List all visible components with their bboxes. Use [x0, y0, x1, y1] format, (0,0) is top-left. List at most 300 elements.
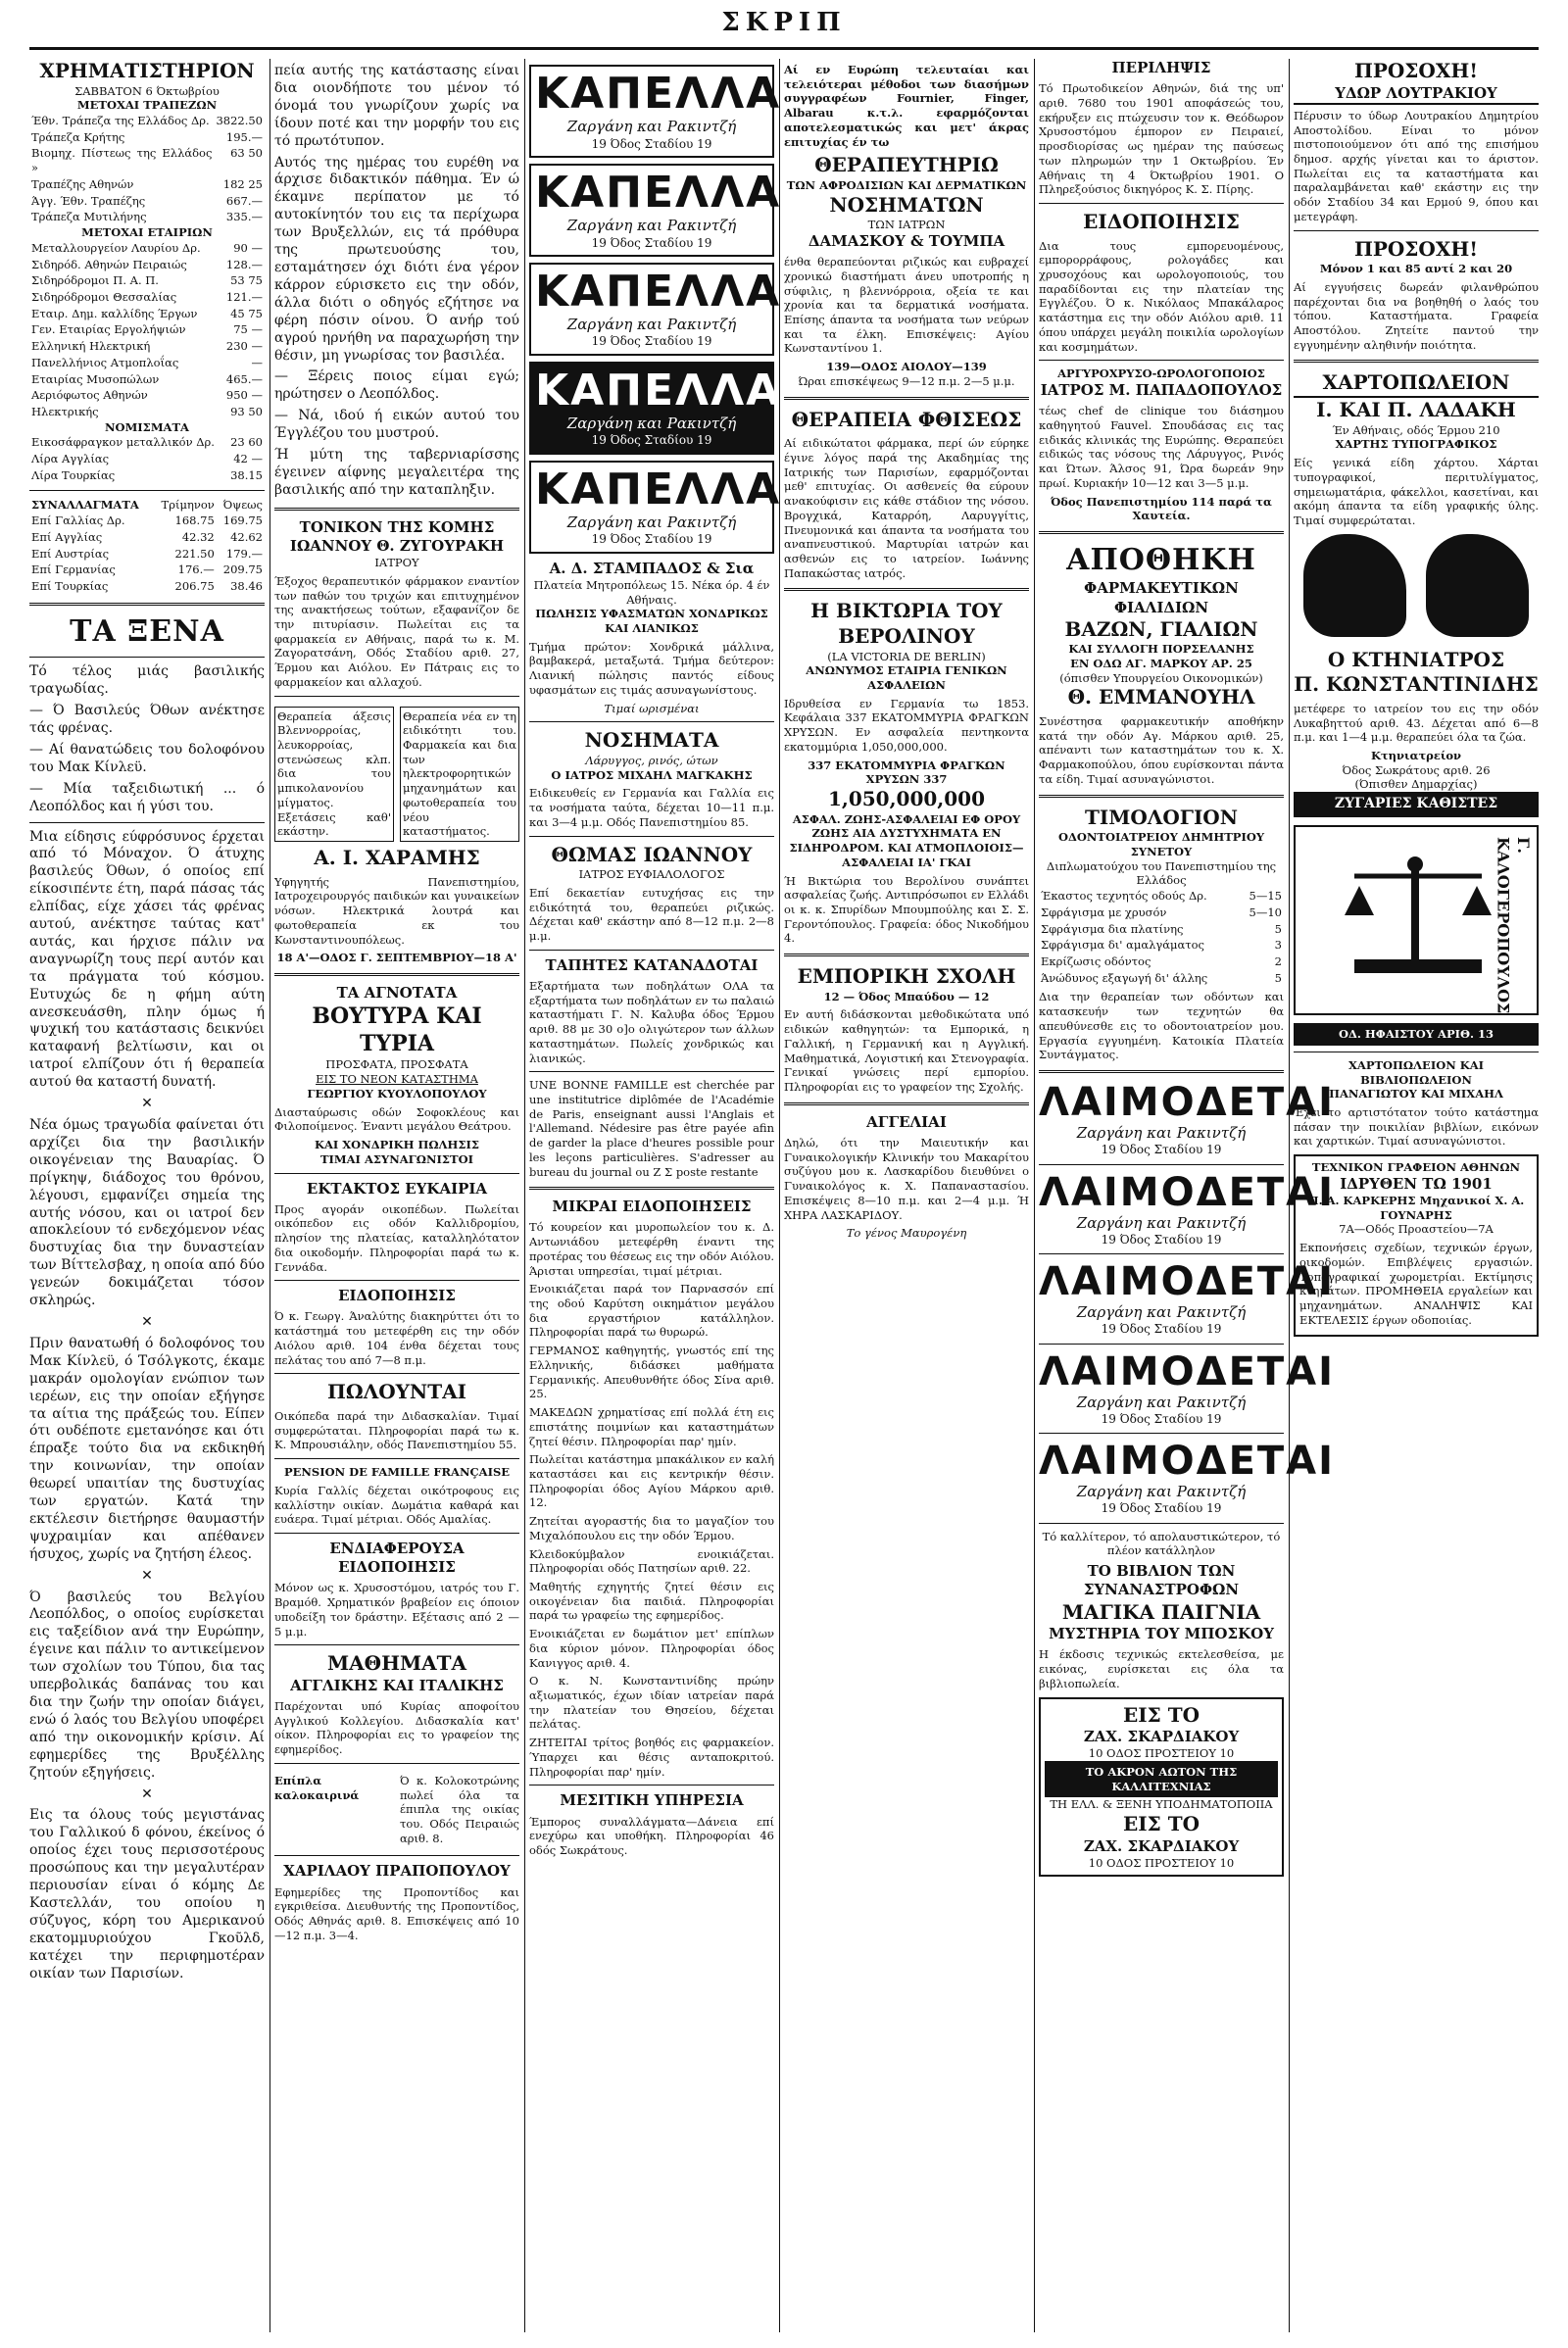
collar-title: ΛΑΙΜΟΔΕΤΑΙ — [1039, 1169, 1336, 1215]
coins-table — [29, 434, 265, 483]
tech-year: ΙΔΡΥΘΕΝ ΤΩ 1901 — [1340, 1174, 1493, 1193]
row-value: 63 50 — [230, 146, 263, 161]
column-divider — [1034, 59, 1035, 2332]
collar-title: ΛΑΙΜΟΔΕΤΑΙ — [1039, 1259, 1336, 1305]
clinic-names: ΔΑΜΑΣΚΟΥ & ΤΟΥΜΠΑ — [808, 231, 1005, 250]
ad-text: Μόνον ως κ. Χρυσοστόμου, ιατρός του Γ. Βραμόθ. Χρηματικόν βραβείον εις όποιον υποδείξη τον δράστην. Εξέτασις από 2 — 5 μ.μ. — [274, 1581, 519, 1639]
row-value: 221.50 — [174, 546, 215, 561]
collar-sub: Ζαργάνη και Ρακιντζή — [1076, 1393, 1247, 1411]
collar-address: 19 Όδος Σταδίου 19 — [1101, 1322, 1222, 1337]
bank-row — [29, 193, 265, 210]
companies-title: ΜΕΤΟΧΑΙ ΕΤΑΙΡΙΩΝ — [81, 225, 213, 240]
ad-text: ΤΙΜΑΙ ΑΣΥΝΑΓΩΝΙΣΤΟΙ — [319, 1151, 474, 1166]
double-ad — [274, 703, 519, 846]
shoe-name: ΖΑΧ. ΣΚΑΡΔΙΑΚΟΥ — [1083, 1728, 1240, 1746]
news-item: Ζητείται αγοραστής δια το μαγαζίον του Μιχαλόπουλου εις την οδόν Έρμου. — [529, 1514, 774, 1542]
insurance-heading: ΑΝΩΝΥΜΟΣ ΕΤΑΙΡΙΑ ΓΕΝΙΚΩΝ ΑΣΦΑΛΕΙΩΝ — [806, 663, 1007, 692]
insurance-branches: ΑΣΦΑΛ. ΖΩΗΣ-ΑΣΦΑΛΕΙΑΙ ΕΦ ΟΡΟΥ ΖΩΗΣ ΑΙΑ ΔΥΣΤΥΧΗΜΑΤΑ ΕΝ ΣΙΔΗΡΟΔΡΟΜ. ΚΑΙ ΑΤΜΟΠΛΟΙΟΙΣ—ΑΣΦΑΛΕΙΑΙ ΙΑ' ΓΚΑΙ — [789, 811, 1024, 869]
news-item: Ο κ. Ν. Κωνσταντινίδης πρώην αξιωματικός, έχων ιδίαν ιατρείαν παρά την πλατείαν του Θησείου, δέχεται πελάτας. — [529, 1674, 774, 1732]
article-paragraph: Ή μύτη της ταβερνιαρίσσης έγεινεν αίφνης μεγαλειτέρα της βασιλικής από την καταπληξιν. — [274, 447, 519, 498]
row-value: 206.75 — [174, 579, 215, 594]
notice-text: Τό Πρωτοδικείον Αθηνών, διά της υπ' αριθ. 7680 του 1901 αποφάσεώς του, εκήρυξεν εις πτώχευσιν τον κ. Θεόδωρον Χρυσοστόμου έμπορον εν Πειραιεί, προσδιορίσας ως ημέραν της παύσεως των πληρωμών την 1 Οκτωβρίου. Έν Αθήναις τη 4 Όκτωβρίου 1901. Ο Πληρεξούσιος δικηγόρος Κ. Σ. Πίρης. — [1039, 81, 1284, 197]
collar-address: 19 Όδος Σταδίου 19 — [1101, 1143, 1222, 1157]
news-item: ΖΗΤΕΙΤΑΙ τρίτος βοηθός εις φαρμακείον. Ύπαρχει και θέσις ανταποκριτού. Πληροφορίαι παρ' ημίν. — [529, 1736, 774, 1779]
ad-store: ΕΙΣ ΤΟ ΝΕΟΝ ΚΑΤΑΣΤΗΜΑ — [316, 1072, 478, 1087]
shop-heading: ΠΑΝΑΓΙΩΤΟΥ ΚΑΙ ΜΙΧΑΗΛ — [1329, 1087, 1503, 1101]
scale-ad — [1294, 825, 1539, 1015]
collar-title: ΛΑΙΜΟΔΕΤΑΙ — [1039, 1080, 1336, 1126]
row-label: Σιδηρόδρομοι Π. Α. Π. — [31, 273, 159, 288]
exchange-header: Τρίμηνον — [161, 497, 215, 512]
book-text: Τό καλλίτερον, τό απολαυστικώτερον, τό πλέον κατάλληλον — [1042, 1529, 1281, 1558]
companies-table — [29, 240, 265, 420]
news-item: Πωλείται κατάστημα μπακάλικον εν καλή καταστάσει και εις κεντρικήν θέσιν. Πληροφορίαι όδος Αγίου Μάρκου αριθ. 12. — [529, 1452, 774, 1510]
ad-name: ΧΑΡΙΛΑΟΥ ΠΡΑΠΟΠΟΥΛΟΥ — [283, 1862, 511, 1881]
row-label: Σφράγισμα με χρυσόν — [1041, 905, 1167, 919]
row-label: Επί Αγγλίας — [31, 530, 103, 544]
clinic-doctor: Ο ΙΑΤΡΟΣ ΜΙΧΑΗΛ ΜΑΓΚΑΚΗΣ — [551, 767, 753, 782]
ad-text: Υφηγητής Πανεπιστημίου, Ιατροχειρουργός παιδικών και γυναικείων νόσων. Ηλεκτρικά λουτρά και φωτοθεραπεία εκ του Κωνσταντινουπόλεως. — [274, 874, 519, 947]
row-label: Άγγ. Έθν. Τραπέζης — [31, 193, 146, 208]
clinic-heading: ΝΟΣΗΜΑΤΩΝ — [829, 192, 984, 217]
therapy-title: ΘΕΡΑΠΕΙΑ ΦΘΙΣΕΩΣ — [791, 407, 1022, 431]
row-label: Ηλεκτρικής — [31, 404, 99, 418]
ad-title: ΠΩΛΟΥΝΤΑΙ — [327, 1380, 466, 1404]
company-row — [29, 404, 265, 420]
coin-row — [29, 467, 265, 484]
row-label: Βιομηχ. Πίστεως της Ελλάδος » — [31, 146, 213, 175]
price-row — [1039, 888, 1284, 905]
ad-address: 18 Α'—ΟΔΟΣ Γ. ΣΕΠΤΕΜΒΡΙΟΥ—18 Α' — [276, 951, 517, 965]
exchange-row — [29, 546, 265, 563]
ad-title: ΕΚΤΑΚΤΟΣ ΕΥΚΑΙΡΙΑ — [306, 1179, 488, 1198]
news-item: ΜΑΚΕΔΩΝ χρηματίσας επί πολλά έτη εις επιστάτης ποιμνίων και καταστημάτων ζητεί θέσιν. Πληροφορίαι παρ' ημίν. — [529, 1405, 774, 1448]
collar-address: 19 Όδος Σταδίου 19 — [1101, 1501, 1222, 1516]
company-row — [29, 289, 265, 306]
row-value: 38.15 — [230, 467, 263, 482]
collar-title: ΛΑΙΜΟΔΕΤΑΙ — [1039, 1348, 1336, 1394]
vet-text: μετέφερε το ιατρείον του εις την οδόν Λυκαβηττού αριθ. 43. Δέχεται από 6—8 π.μ. και 1—4 μ.μ. θεραπεύει όλα τα ζώα. — [1294, 701, 1539, 745]
masthead: ΣΚΡΙΠ — [721, 8, 847, 37]
column-divider — [524, 59, 525, 2332]
double-ad — [274, 1770, 519, 1850]
notice-title: ΑΓΓΕΛΙΑΙ — [866, 1112, 947, 1131]
ad-text: Εφημερίδες της Προποντίδος και εγκριθείσα. Διευθυντής της Προποντίδος, Οδός Αθηνάς αριθ. 8. Επισκέψεις από 10—12 π.μ. 3—4. — [274, 1884, 519, 1942]
column-4 — [784, 59, 1029, 2332]
row-label: Λίρα Αγγλίας — [31, 452, 110, 466]
row-value: 42.32 — [181, 530, 215, 544]
shoe-slogan: ΤΟ ΑΚΡΟΝ ΑΩΤΟΝ ΤΗΣ ΚΑΛΛΙΤΕΧΝΙΑΣ — [1045, 1761, 1278, 1797]
store-price: Τιμαί ωρισμέναι — [604, 701, 700, 715]
collar-sub: Ζαργάνη και Ρακιντζή — [1076, 1303, 1247, 1322]
kapella-sub: Ζαργάνη και Ρακιντζή — [566, 514, 737, 532]
ad-owner: ΓΕΩΡΓΙΟΥ ΚΥΟΥΛΟΠΟΥΛΟΥ — [307, 1086, 487, 1101]
ad-text: ΚΑΙ ΧΟΝΔΡΙΚΗ ΠΩΛΗΣΙΣ — [314, 1138, 480, 1152]
market-title: ΧΡΗΜΑΤΙΣΤΗΡΙΟΝ — [39, 59, 255, 82]
company-row — [29, 240, 265, 257]
ad-sub: ΑΓΓΛΙΚΗΣ ΚΑΙ ΙΤΑΛΙΚΗΣ — [290, 1676, 504, 1694]
company-row — [29, 257, 265, 273]
price-heading: ΟΔΟΝΤΟΙΑΤΡΕΙΟΥ ΔΗΜΗΤΡΙΟΥ ΣΥΝΕΤΟΥ — [1057, 830, 1265, 858]
summary-item: — Μία ταξειδιωτική ... ό Λεοπόλδος και ή γύσι του. — [29, 780, 265, 814]
article-paragraph: Ό βασιλεύς του Βελγίου Λεοπόλδος, ο οποίος ευρίσκεται εις ταξείδιον ανά την Ευρώπην, έγεινε και πάλιν το αντικείμενον των σχολίων του Τύπου, δια τας υπερβολικάς δαπάνας του και δια την ζωήν την οποίαν διάγει, ενώ ό λαός του Βελγίου υποφέρει από την οικονομικήν κρίσιν. Αί εφημερίδες της Βρυξέλλης ζητούν εξηγήσεις. — [29, 1589, 265, 1781]
row-value: 176.— — [177, 563, 215, 577]
row-value: 90 — — [233, 240, 263, 255]
kapella-title: ΚΑΠΕΛΛΑ — [535, 167, 782, 218]
exchange-title: ΣΥΝΑΛΛΑΓΜΑΤΑ — [31, 497, 139, 512]
ad-text: Ό κ. Κολοκοτρώνης πωλεί όλα τα έπιπλα της οικίας του. Οδός Πειραιώς αριθ. 8. — [400, 1773, 519, 1845]
vet-note: (Όπισθεν Δημαρχίας) — [1354, 777, 1478, 792]
row-value: 168.75 — [174, 514, 215, 528]
collar-address: 19 Όδος Σταδίου 19 — [1101, 1411, 1222, 1426]
shoe-ad — [1039, 1697, 1284, 1877]
price-row — [1039, 921, 1284, 938]
row-label: Λίρα Τουρκίας — [31, 467, 116, 482]
doctor-name: ΙΑΤΡΟΣ Μ. ΠΑΠΑΔΟΠΟΥΛΟΣ — [1040, 381, 1283, 399]
price-row — [1039, 954, 1284, 970]
row-value: 128.— — [225, 257, 263, 271]
collar-sub: Ζαργάνη και Ρακιντζή — [1076, 1213, 1247, 1232]
row-value: — — [251, 355, 263, 369]
kapella-title: ΚΑΠΕΛΛΑ — [535, 69, 782, 119]
book-heading: ΜΑΓΙΚΑ ΠΑΙΓΝΙΑ — [1061, 1599, 1261, 1624]
news-item: Ενοικιάζεται παρά τον Παρνασσόν επί της οδού Καρύτση οικημάτιον μεγάλου δια εργαστήριον κατάλληλον. Πληροφορίαι παρά τω θυρωρώ. — [529, 1282, 774, 1340]
store-title: Α. Δ. ΣΤΑΜΠΑΔΟΣ & Σια — [549, 559, 755, 577]
masthead-rule — [29, 47, 1539, 50]
vet-sub: Κτηνιατρείον — [1370, 749, 1462, 762]
article-paragraph: πεία αυτής της κατάστασης είναι δια οιονδήποτε του μένον τό όνομά του γνωρίζουν χωρίς να ίδουν ποτέ και την μορφήν του εις τό πρωτότυπον. — [274, 63, 519, 149]
ad-text: Προς αγοράν οικοπέδων. Πωλείται οικόπεδον εις οδόν Καλλιδρομίου, πλησίον της πλατείας, καταλληλότατον δια οικοδομήν. Πληροφορίαι παρά τω κ. Γεννάδα. — [274, 1201, 519, 1274]
notice-end: Το γένος Μαυρογένη — [846, 1226, 967, 1241]
kapella-address: 19 Όδος Σταδίου 19 — [591, 334, 712, 349]
ad-text: Πέρυσιν το ύδωρ Λουτρακίου Δημητρίου Αποστολίδου. Είναι το μόνον πιστοποιούμενον ότι από της επισήμου δημοσ. αρχής γίνεται και το άριστον. Πωλείται εις τα καταστήματα και παραλαμβάνεται καθ' εκάστην εις την οδόν Σταδίου 34 και Ερμού 9, όπου και μετεγράφη. — [1294, 108, 1539, 223]
row-label: Επί Τουρκίας — [31, 579, 109, 594]
paper-address: Έν Αθήναις, οδός Έρμου 210 — [1332, 422, 1500, 437]
row-value: 335.— — [225, 210, 263, 224]
insurance-text: Ή Βικτώρια του Βερολίνου συνάπτει ασφαλείας ζωής. Αντιπρόσωποι εν Ελλάδι οι κ. κ. Σπυρίδων Μπουμπούλης και Σ. Σ. Γεροντόπουλος. Γραφεία: όδος Νικοδήμου 4. — [784, 873, 1029, 946]
kapella-address: 19 Όδος Σταδίου 19 — [591, 136, 712, 151]
row-value: 179.— — [225, 546, 263, 561]
row-label: Εκρίζωσις οδόντος — [1041, 954, 1152, 968]
row-label: Έθν. Τράπεζα της Ελλάδος Δρ. — [31, 114, 210, 128]
company-row — [29, 338, 265, 355]
news-item: Τό κουρείον και μυροπωλείον του κ. Δ. Αντωνιάδου μετεφέρθη έναντι της προτέρας του θέσεως εις την οδόν Αιόλου. Άρισται υπηρεσίαι, τιμαί μέτριαι. — [529, 1220, 774, 1278]
ad-text: Παρέχονται υπό Κυρίας αποφοίτου Αγγλικού Κολλεγίου. Διδασκαλία κατ' οίκον. Πληροφορίαι εις το γραφείον της εφημερίδος. — [274, 1699, 519, 1757]
company-row — [29, 371, 265, 388]
column-5 — [1039, 59, 1336, 2332]
warehouse-heading: ΚΑΙ ΣΥΛΛΟΓΗ ΠΟΡΣΕΛΑΝΗΣ — [1068, 642, 1254, 657]
ad-text: Ό κ. Γεωργ. Άναλύτης διακηρύττει ότι το κατάστημά του μετεφέρθη εις την οδόν Αιόλου αριθ. 104 ένθα δέχεται τους πελάτας του από 7—8 π.μ. — [274, 1309, 519, 1367]
row-value: 2 — [1274, 954, 1282, 968]
school-text: Εν αυτή διδάσκονται μεθοδικώτατα υπό ειδικών καθηγητών: τα Εμπορικά, η Γαλλική, η Γερμανική και η Αγγλική. Μαθηματικά, Λογιστική και Στενογραφία. Γενικαί γνώσεις περί εμπορίου. Πληροφορίαι εις το γραφείον της Σχολής. — [784, 1007, 1029, 1094]
insurance-big: 337 ΕΚΑΤΟΜΜΥΡΙΑ ΦΡΑΓΚΩΝ ΧΡΥΣΩΝ 337 — [808, 758, 1005, 787]
ad-sub: ΥΔΩΡ ΛΟΥΤΡΑΚΙΟΥ — [1294, 84, 1539, 105]
article-paragraph: Μια είδησις εύφρόσυνος έρχεται από τό Μόναχον. Ό άτυχης βασιλεύς Όθων, ό οποίος επί είκοσιπέντε έτη, παρά πάσας τάς ελπίδας, είχε χάσει τάς φρένας αυτού, ανέκτησε ταύτας κατ' αυτάς, και ήρχισε πάλιν να αναγνωρίζη τους περί αυτόν και τα πράγματα τού κόσμου. Ευτυχώς δε η φήμη αύτη ανεσκευάσθη, πλην όμως ή ψυχική του κατάστασις δεικνύει καταφανή βελτίωσιν, και οι ιατροί ελπίζουν ότι ή θεραπεία αυτού θα καταστή δυνατή. — [29, 828, 265, 1091]
news-item: Κλειδοκύμβαλον ενοικιάζεται. Πληροφορίαι οδός Πατησίων αριθ. 22. — [529, 1546, 774, 1576]
shoe-title: ΕΙΣ ΤΟ — [1122, 1812, 1200, 1836]
row-value: 5—10 — [1249, 905, 1282, 919]
shop-title: ΧΑΡΤΟΠΩΛΕΙΟΝ ΚΑΙ ΒΙΒΛΙΟΠΩΛΕΙΟΝ — [1348, 1057, 1485, 1087]
row-label: Επί Αυστρίας — [31, 546, 110, 561]
kapella-title: ΚΑΠΕΛΛΑ — [535, 464, 782, 514]
bank-row — [29, 113, 265, 129]
book-text: Η έκδοσις τεχνικώς εκτελεσθείσα, με εικόνας, ευρίσκεται εις όλα τα βιβλιοπωλεία. — [1039, 1647, 1284, 1690]
ad-text: Εξαρτήματα των ποδηλάτων ΟΛΑ τα εξαρτήματα των ποδηλάτων εν τω παλαιώ καταστήματι Γ. Ν. Καλυβα όδος Έρμου αριθ. 88 με 30 ο]ο ολιγώτερον των άλλων καταστημάτων. Πωλείς χονδρικώς και λιανικώς. — [529, 978, 774, 1065]
news-item: ΓΕΡΜΑΝΟΣ καθηγητής, γνωστός επί της Ελληνικής, διδάσκει μαθήματα Γερμανικής. Απευθυνθήτε όδος Σίνα αριθ. 25. — [529, 1344, 774, 1401]
row-label: Έκαστος τεχνητός οδούς Δρ. — [1041, 889, 1207, 904]
ad-text: Θεραπεία νέα εν τη ειδικότητι του. Φαρμακεία και δια των ηλεκτροφορητικών μηχανημάτων και φωτοθεραπεία του νέου καταστήματος. — [400, 707, 519, 842]
news-item: Μαθητής εχηγητής ζητεί θέσιν εις οικογένειαν δια παιδιά. Πληροφορίαι παρά τω γραφείω της εφημερίδος. — [529, 1579, 774, 1623]
row-value: 45 75 — [230, 306, 263, 320]
ad-title: ΕΙΔΟΠΟΙΗΣΙΣ — [338, 1287, 456, 1305]
tech-office-ad — [1294, 1154, 1539, 1337]
row-value: 75 — — [233, 322, 263, 337]
ad-text: Διασταύρωσις οδών Σοφοκλέους και Φιλοποίμενος. Έναντι μεγάλου Θεάτρου. — [274, 1104, 519, 1134]
insurance-text: Ιδρυθείσα εν Γερμανία τω 1853. Κεφάλαια 337 ΕΚΑΤΟΜΜΥΡΙΑ ΦΡΑΓΚΩΝ ΧΡΥΣΩΝ. Εν ασφαλεία πεντηκοντα εκατομμύρια 1,050,000,000. — [784, 696, 1029, 754]
price-row — [1039, 905, 1284, 921]
clinic-text: Ειδικευθείς εν Γερμανία και Γαλλία εις τα νοσήματα ταύτα, δέχεται 10—11 π.μ. και 3—4 μ.μ. Οδός Πανεπιστημίου 85. — [529, 786, 774, 829]
vet-address: Όδος Σωκράτους αριθ. 26 — [1342, 762, 1491, 777]
shoe-title: ΕΙΣ ΤΟ — [1122, 1702, 1200, 1727]
ad-title: ΤΑΠΗΤΕΣ ΚΑΤΑΝΑΔΟΤΑΙ — [545, 955, 759, 974]
news-title: ΜΙΚΡΑΙ ΕΙΔΟΠΟΙΗΣΕΙΣ — [552, 1198, 752, 1216]
kapella-title: ΚΑΠΕΛΛΑ — [535, 266, 782, 317]
doctor-sub: ΙΑΤΡΟΣ ΕΥΦΙΑΛΟΛΟΓΟΣ — [578, 867, 725, 882]
ad-text: Οικόπεδα παρά την Διδασκαλίαν. Τιμαί συμφερώταται. Πληροφορίαι παρά τω κ. Κ. Μπρουσιάλην, οδός Πανεπιστημίου 55. — [274, 1408, 519, 1452]
row-label: Σφράγισμα δι' αμαλγάματος — [1041, 938, 1204, 953]
row-value: 3 — [1274, 938, 1282, 953]
row-label: Εικοσάφραγκον μεταλλικόν Δρ. — [31, 435, 215, 450]
ad-text: Επίπλα καλοκαιρινά — [274, 1773, 360, 1802]
price-sub: Διπλωματούχου του Πανεπιστημίου της Ελλάδος — [1046, 858, 1277, 888]
row-value: 950 — — [225, 388, 263, 403]
company-row — [29, 321, 265, 338]
row-label: Τράπεζα Κρήτης — [31, 129, 125, 144]
book-title: ΤΟ ΒΙΒΛΙΟΝ ΤΩΝ ΣΥΝΑΝΑΣΤΡΟΦΩΝ — [1083, 1562, 1240, 1599]
company-row — [29, 306, 265, 322]
store-address: Πλατεία Μητροπόλεως 15. Νέκα όρ. 4 έν Αθήναις. — [533, 577, 770, 607]
tech-names: Π. Α. ΚΑΡΚΕΡΗΣ Μηχανικοί Χ. Α. ΓΟΥΝΑΡΗΣ — [1307, 1194, 1525, 1222]
tech-address: 7Α—Οδός Προαστείου—7Α — [1339, 1222, 1494, 1237]
row-label: Επί Γαλλίας Δρ. — [31, 514, 125, 528]
ad-text: Κυρία Γαλλίς δέχεται οικότροφους εις καλλίστην οικίαν. Δωμάτια καθαρά και ευάερα. Τιμαί μέτριαι. Οδός Αμαλίας. — [274, 1483, 519, 1527]
summary-item: — Ό Βασιλεύς Όθων ανέκτησε τάς φρένας. — [29, 703, 265, 736]
company-row — [29, 387, 265, 404]
column-1: ΧΡΗΜΑΤΙΣΤΗΡΙΟΝ ΣΑΒΒΑΤΟΝ 6 Όκτωβρίου ΜΕΤΟΧΑΙ ΤΡΑΠΕΖΩΝ Έθν. Τράπεζα της Ελλάδος Δρ. 3822.50 Τράπεζα Κρήτης 195.— Βιομηχ. Πίστεως της Ελλάδος » 63 50 Τραπέζης Αθηνών 182 25 Άγγ. Έθν. Τραπέζης 667.— Τράπεζα Μυτιλήνης 335.— ΜΕΤΟΧΑΙ ΕΤΑΙΡΙΩΝ Μεταλλουργείον Λαυρίου Δρ. 90 — Σιδηρόδ. Αθηνών Πειραιώς 128.— Σιδηρόδρομοι Π. Α. Π. 53 75 Σιδηρόδρομοι Θεσσαλίας 121.— Εταιρ. Δημ. καλλίδης Έργων 45 75 Γεν. Εταιρίας Εργολήψιών 75 — Ελληνική Ηλεκτρική 230 — Πανελλήνιος Ατμοπλοΐας — Εταιρίας Μυσοπώλων 465.— Αεριόφωτος Αθηνών 950 — Ηλεκτρικής 93 50 ΝΟΜΙΣΜΑΤΑ Εικοσάφραγκον μεταλλικόν Δρ. 23 60 Λίρα Αγγλίας 42 — Λίρα Τουρκίας 38.15 ΣΥΝΑΛΛΑΓΜΑΤΑ Τρίμηνον Όψεως Επί Γαλλίας Δρ. 168.75 169.75 Επί Αγγλίας 42.32 42.62 Επί Αυστρίας 221.50 179.— Επί Γερμανίας 176.— 209.75 Επί Τουρκίας 206.75 38.46 ΤΑ ΞΕΝΑ Τό τέλος μιάς βασιλικής τραγωδίας. — Ό Βασιλεύς Όθων ανέκτησε τάς φρένας. — Αί θανατώδεις του δολοφόνου του Μακ Κίνλεϋ. — Μία ταξειδιωτική ... ό Λεοπόλδος και ή γύσι του. Μια είδησις εύφρόσυνος έρχεται από τό Μόναχον. Ό άτυχης βασιλεύς Όθων, ό οποίος επί είκοσιπέντε έτη, παρά πάσας τάς ελπίδας, είχε χάσει τάς φρένας αυτού, ανέκτησε ταύτας κατ' αυτάς, και ήρχισε πάλιν να αναγνωρίζη τους περί αυτόν και τα πράγματα τού κόσμου. Ευτυχώς δε η φήμη αύτη ανεσκευάσθη, πλην όμως ή ψυχική του κατάστασις δεικνύει καταφανή βελτίωσιν, και οι ιατροί ελπίζουν ότι ή θεραπεία αυτού θα καταστή δυνατή. ✕ Νέα όμως τραγωδία φαίνεται ότι αρχίζει δια την βασιλικήν οικογένειαν της Βαυαρίας. Ό πρίγκηψ, διάδοχος του θρόνου, λέγουσι, εμφανίζει σημεία της αυτής νόσου, και οι ιατροί δεν αποκλείουν τό ενδεχόμενον νέας δυστυχίας δια την δυναστείαν των Βίττελσβαχ, η οποία από δύο γενεών δοκιμάζεται τόσον σκληρώς. ✕ Πριν θανατωθή ό δολοφόνος του Μακ Κίνλεϋ, ό Τσόλγκοτς, έκαμε μακράν ομολογίαν ενώπιον των ιερέων, εις την οποίαν εξήγησε τα αίτια της πράξεώς του. Είπεν ότι ουδέποτε εμετανόησε και ότι έπραξε τούτο δια να εκδικηθή την κοινωνίαν, την οποίαν θεωρεί υπαιτίαν της δυστυχίας των εργατών. Κατά την εκτέλεσιν διετήρησε θαυμαστήν ψυχραιμίαν και απέθανεν ήσυχος, χωρίς να ζητήση έλεος. ✕ Ό βασιλεύς του Βελγίου Λεοπόλδος, ο οποίος ευρίσκεται εις ταξείδιον ανά την Ευρώπην, έγεινε και πάλιν το αντικείμενον των σχολίων του Τύπου, δια τας υπερβολικάς δαπάνας του και δια την ζωήν την οποίαν διάγει, ενώ ό λαός του Βελγίου υποφέρει από την οικονομικήν κρίσιν. Αί εφημερίδες της Βρυξέλλης ζητούν εξηγήσεις. ✕ Εις τα όλους τούς μεγιστάνας του Γαλλικού δ φόνου, έκείνος ό οποίος έχει τους περισσοτέρους προσώπους και την μεγαλυτέραν περιουσίαν είναι ό κόμης Δε Καστελλάν, του οποίου η σύζυγος, κόρη του Αμερικανού εκατομμυριούχου Γκοῦλδ, κατέχει την περιφημοτέραν οικίαν των Παρισίων. — [29, 59, 265, 1981]
price-table — [1039, 888, 1284, 986]
scale-maker: Γ. ΚΑΛΟΓΕΡΟΠΟΥΛΟΣ — [1494, 837, 1533, 1014]
ad-title: ΕΝΔΙΑΦΕΡΟΥΣΑ ΕΙΔΟΠΟΙΗΣΙΣ — [329, 1539, 465, 1577]
row-value: 42.62 — [230, 530, 263, 544]
shoe-slogan: ΤΗ ΕΛΛ. & ΞΕΝΗ ΥΠΟΔΗΜΑΤΟΠΟΙΙΑ — [1050, 1797, 1273, 1812]
warehouse-address: (όπισθεν Υπουργείου Οικονομικών) — [1059, 670, 1263, 685]
row-value: 230 — — [225, 339, 263, 354]
row-value: 3822.50 — [216, 114, 263, 128]
ad-title: ΤΟΝΙΚΟΝ ΤΗΣ ΚΟΜΗΣ — [299, 517, 495, 536]
store-text: Τμήμα πρώτον: Χονδρικά μάλλινα, βαμβακερά, μεταξωτά. Τμήμα δεύτερον: Λιανική πώλησις παντός είδους υφασμάτων εις τιμάς ασυναγωνίστους. — [529, 639, 774, 697]
row-label: Σιδηρόδρομοι Θεσσαλίας — [31, 289, 177, 304]
doctor-text: Επί δεκαετίαν ευτυχήσας εις την ειδικότητά του, θεραπεύει ριζικώς. Δέχεται καθ' εκάστην από 8—12 π.μ. 2—8 μ.μ. — [529, 885, 774, 943]
exchange-row — [29, 529, 265, 546]
column-2 — [274, 59, 519, 2332]
insurance-big: 1,050,000,000 — [827, 787, 986, 811]
collar-address: 19 Όδος Σταδίου 19 — [1101, 1232, 1222, 1247]
collar-title: ΛΑΙΜΟΔΕΤΑΙ — [1039, 1439, 1336, 1485]
price-title: ΤΙΜΟΛΟΓΙΟΝ — [1085, 805, 1238, 829]
row-label: Πανελλήνιος Ατμοπλοΐας — [31, 355, 179, 369]
collar-sub: Ζαργάνη και Ρακιντζή — [1076, 1124, 1247, 1143]
warehouse-owner: Θ. ΕΜΜΑΝΟΥΗΛ — [1067, 685, 1255, 709]
coin-row — [29, 434, 265, 451]
notice-text: Δια τους εμπορευομένους, εμπορορράφους, ρολογάδες και χρυσοχόους και ωρολογοποιούς, του παραδίδονται εις την πλατείαν της Εγγλέζου. Ό κ. Νικόλαος Μπακάλαρος κατάστημα εις την οδόν Αιόλου αριθ. 11 όπου υπάρχει μεγάλη ποικιλία ωρολογίων και κοσμημάτων. — [1039, 238, 1284, 354]
warehouse-text: Συνέστησα φαρμακευτικήν αποθήκην κατά την οδόν Αγ. Μάρκου αριθ. 25, απέναντι των καταστημάτων του κ. Χ. Φαρμακοπούλου, όπου ευρίσκονται πάντα τα είδη. Τιμαί ασυναγώνιστοι. — [1039, 714, 1284, 786]
clinic-text: ένθα θεραπεύονται ριζικώς και ευβραχεί χρονικώ διαστήματι άνευ υποτροπής η σύφιλις, η βλεννόρροια, οξεία τε και χρονία και τα δερματικά νοσήματα. Επίσης άπαντα τα νοσήματα των νεύρων και τα έλκη. Επισκέψεις: Αγίου Κωνσταντίνου 1. — [784, 255, 1029, 356]
row-value: 121.— — [225, 289, 263, 304]
collar-sub: Ζαργάνη και Ρακιντζή — [1076, 1483, 1247, 1501]
job-title: ΜΕΣΙΤΙΚΗ ΥΠΗΡΕΣΙΑ — [560, 1791, 744, 1810]
column-3 — [529, 59, 782, 2332]
notice-title: ΕΙΔΟΠΟΙΗΣΙΣ — [1083, 209, 1240, 233]
row-label: Μεταλλουργείον Λαυρίου Δρ. — [31, 240, 201, 255]
store-heading: ΠΩΛΗΣΙΣ ΥΦΑΣΜΑΤΩΝ ΧΟΝΔΡΙΚΩΣ ΚΑΙ ΛΙΑΝΙΚΩΣ — [535, 607, 768, 636]
paper-heading: ΧΑΡΤΗΣ ΤΥΠΟΓΡΑΦΙΚΟΣ — [1335, 437, 1497, 452]
clinic-intro: Αί εν Ευρώπη τελευταίαι και τελειότεραι μέθοδοι των διασήμων συγγραφέων Fournier, Finger, Albarau κ.τ.λ. εφαρμόζονται αποτελεσματικώς και μετ' άκρας επιτυχίας έν τω — [784, 63, 1029, 149]
kapella-sub: Ζαργάνη και Ρακιντζή — [566, 217, 737, 235]
news-item: Ενοικιάζεται εν δωμάτιον μετ' επίπλων δια κύριον μόνον. Πληροφορίαι όδος Κανιγγος αριθ. 4. — [529, 1627, 774, 1670]
doctor-address: Όδος Πανεπιστημίου 114 παρά τα Χαυτεία. — [1051, 494, 1272, 523]
article-paragraph: — Ξέρεις ποιος είμαι εγώ; ηρώτησεν ο Λεοπόλδος. — [274, 368, 519, 403]
scales-icon — [1335, 847, 1501, 984]
doctor-text: τέως chef de clinique του διάσημου καθηγητού Fauvel. Σπουδάσας εις τας ειδικάς κλινικάς της Ευρώπης. Θεραπεύει ειδικώς τας νόσους της Λάρυγγος, Ρινός και Ώτων. Άλσος 91, Ώρα δωρεάν 9ην πρωί. Κυριακήν 10—12 και 3—5 μ.μ. — [1039, 404, 1284, 490]
clinic-hours: Ώραι επισκέψεως 9—12 π.μ. 2—5 μ.μ. — [798, 373, 1015, 388]
row-value: 38.46 — [230, 579, 263, 594]
warehouse-address: ΕΝ ΟΔΩ ΑΓ. ΜΑΡΚΟΥ ΑΡ. 25 — [1070, 657, 1252, 671]
ad-title: ΤΑ ΑΓΝΟΤΑΤΑ — [336, 983, 458, 1002]
clinic-address: 139—ΟΔΟΣ ΑΙΟΛΟΥ—139 — [826, 360, 987, 374]
ad-role: ΙΑΤΡΟΥ — [374, 556, 419, 570]
ad-name: ΙΩΑΝΝΟΥ Θ. ΖΥΓΟΥΡΑΚΗ — [289, 536, 505, 555]
price-row — [1039, 970, 1284, 987]
row-label: Επί Γερμανίας — [31, 563, 116, 577]
row-value: 465.— — [225, 371, 263, 386]
row-value: 195.— — [225, 129, 263, 144]
kapella-sub: Ζαργάνη και Ρακιντζή — [566, 316, 737, 334]
horse-icon — [1426, 534, 1529, 637]
row-label: Εταιρίας Μυσοπώλων — [31, 371, 160, 386]
clinic-heading: ΘΕΡΑΠΕΥΤΗΡΙΩ — [814, 153, 999, 177]
ad-title: PENSION DE FAMILLE FRANÇAISE — [283, 1465, 511, 1480]
row-value: 169.75 — [222, 514, 263, 528]
book-heading: ΜΥΣΤΗΡΙΑ ΤΟΥ ΜΠΟΣΚΟΥ — [1049, 1625, 1274, 1643]
school-address: 12 — Όδος Μπαύδου — 12 — [823, 989, 990, 1003]
coins-title: ΝΟΜΙΣΜΑΤΑ — [105, 419, 189, 434]
horse-icon — [1303, 534, 1406, 637]
row-label: Ελληνική Ηλεκτρική — [31, 339, 151, 354]
banks-table — [29, 113, 265, 225]
bank-row — [29, 176, 265, 193]
shoe-address: 10 ΟΔΟΣ ΠΡΟΣΤΕΙΟΥ 10 — [1088, 1746, 1235, 1761]
ad-text: Έξοχος θεραπευτικόν φάρμακον εναντίον των παθών του τριχών και επιτυχημένον της ανακτήσεως τούτων, εξαφανίζον δε την πιτυρίασιν. Πωλείται εις τα φαρμακεία εν Αθήναις, παρά τω κ. Μ. Ζαγορατσάνη, Οδός Σταδίου αριθ. 27, Έρμου και Αιόλου. Εν Πάτραις εις το φαρμακείον και αλλαχού. — [274, 573, 519, 689]
notice-title: ΠΕΡΙΛΗΨΙΣ — [1111, 59, 1211, 76]
vet-title: Ο ΚΤΗΝΙΑΤΡΟΣ — [1327, 647, 1505, 671]
article-paragraph: Αυτός της ημέρας του ευρέθη να άρχισε διδακτικόν πάθημα. Έν ώ έκαμνε περίπατον με τό αυτοκίνητόν του εις τα περίχωρα των Βρυξελλών, εις τά πρόθυρα της πρωτευούσης του, εσταμάτησεν όχι διότι ένα γέρον κάρρον εύρισκετο εις την οδόν, άλλα διότι ο οδηγός εζήτησε να φέρη πόσιν οίνου. Ό ανήρ τού αγρού ηρνήθη να παραχωρήση την θέσιν, μη γνωρίσας τον βασιλέα. — [274, 154, 519, 364]
clinic-title: ΝΟΣΗΜΑΤΑ — [584, 728, 719, 753]
exchange-row — [29, 562, 265, 578]
vet-name: Π. ΚΩΝΣΤΑΝΤΙΝΙΔΗΣ — [1294, 672, 1539, 697]
ad-text: Θεραπεία άξεσις Βλεννορροίας, λευκορροίας, στενώσεως κλπ. δια του μπικολανονίου μίγματος. Εξετάσεις καθ' εκάστην. — [274, 707, 394, 842]
row-value: 53 75 — [230, 273, 263, 288]
price-row — [1039, 937, 1284, 954]
company-row — [29, 272, 265, 289]
bank-row — [29, 209, 265, 225]
row-value: 182 25 — [222, 176, 263, 191]
shoe-name: ΖΑΧ. ΣΚΑΡΔΙΑΚΟΥ — [1083, 1836, 1240, 1855]
exchange-header: Όψεως — [222, 497, 263, 512]
row-value: 23 60 — [230, 435, 263, 450]
exchange-row — [29, 578, 265, 595]
scale-title: ΖΥΓΑΡΙΕΣ ΚΑΘΙΣΤΕΣ — [1294, 792, 1539, 817]
kapella-title: ΚΑΠΕΛΛΑ — [535, 365, 782, 416]
row-label: Άνώδυνος εξαγωγή δι' άλλης — [1041, 970, 1208, 985]
coin-row — [29, 451, 265, 467]
section-title: ΤΑ ΞΕΝΑ — [70, 613, 224, 649]
doctor-title: ΘΩΜΑΣ ΙΩΑΝΝΟΥ — [551, 842, 753, 866]
ad-big: ΒΟΥΤΥΡΑ ΚΑΙ ΤΥΡΙΑ — [312, 1003, 482, 1057]
summary-item: — Αί θανατώδεις του δολοφόνου του Μακ Κίνλεϋ. — [29, 741, 265, 775]
row-label: Αεριόφωτος Αθηνών — [31, 388, 148, 403]
ad-title: ΜΑΘΗΜΑΤΑ — [326, 1651, 467, 1676]
exchange-row — [29, 513, 265, 529]
ad-name: Α. Ι. ΧΑΡΑΜΗΣ — [314, 846, 480, 870]
paper-name: Ι. ΚΑΙ Π. ΛΑΔΑΚΗ — [1316, 398, 1516, 422]
lead-text: Τό τέλος μιάς βασιλικής τραγωδίας. — [29, 663, 265, 698]
article-paragraph: Εις τα όλους τούς μεγιστάνας του Γαλλικού δ φόνου, έκείνος ό οποίος έχει τους περισσοτέρους προσώπους και την μεγαλυτέραν περιουσίαν είναι ό κόμης Δε Καστελλάν, του οποίου η σύζυγος, κόρη του Αμερικανού εκατομμυριούχου Γκοῦλδ, κατέχει την περιφημοτέραν οικίαν των Παρισίων. — [29, 1807, 265, 1981]
row-value: 5 — [1274, 921, 1282, 936]
row-label: Σιδηρόδ. Αθηνών Πειραιώς — [31, 257, 187, 271]
row-value: 5 — [1274, 970, 1282, 985]
kapella-sub: Ζαργάνη και Ρακιντζή — [566, 118, 737, 136]
row-label: Τραπέζης Αθηνών — [31, 176, 134, 191]
row-value: 209.75 — [222, 563, 263, 577]
row-label: Σφράγισμα δια πλατίνης — [1041, 921, 1184, 936]
article-paragraph: Νέα όμως τραγωδία φαίνεται ότι αρχίζει δια την βασιλικήν οικογένειαν της Βαυαρίας. Ό πρίγκηψ, διάδοχος του θρόνου, λέγουσι, εμφανίζει σημεία της αυτής νόσου, και οι ιατροί δεν αποκλείουν τό ενδεχόμενον νέας δυστυχίας δια την δυναστείαν των Βίττελσβαχ, η οποία από δύο γενεών δοκιμάζεται τόσον σκληρώς. — [29, 1117, 265, 1309]
therapy-text: Αί ειδικώτατοι φάρμακα, περί ών εύρηκε έγινε λόγος παρά της Ακαδημίας της Ιατρικής των Παρισίων, εφαρμόζονται μεθ' επιτυχίας. Οι ασθενείς θα εύρουν ανακούφισιν εις κάθε στάδιον της νόσου. Βρογχικά, Καταρρόη, Λαρυγγίτις, Πνευμονικά και άπαντα τα νοσήματα του αναπνευστικού. Μαρτυρίαι ιατρών και ασθενών εις το ιατρείον. Ιωάννης Παπακώστας ιατρός. — [784, 436, 1029, 580]
price-text: Δια την θεραπείαν των οδόντων και κατασκευήν των τεχνητών θα απευθύνεσθε εις το οδοντοιατρείον μου. Εργασία εγγυημένη. Κατοικία Πλατεία Συντάγματος. — [1039, 990, 1284, 1062]
ad-text: Αί εγγυήσεις δωρεάν φιλανθρώπου παρέχονται δια να βοηθηθή ο λαός του τόπου. Καταστήματα. Γραφεία Αποστόλου. Ζητείτε παντού την εγγυημένην αληθινήν ποιότητα. — [1294, 279, 1539, 352]
bank-row — [29, 129, 265, 146]
french-ad: UNE BONNE FAMILLE est cherchée par une institutrice diplômée de l'Académie de Paris, enseignant aussi l'Anglais et l'Allemand. Nédesire pas être payée afin de garder la place d'heures possible pour les leçons particulières. S'adresser au bureau du journal ou Z Σ poste restante — [529, 1078, 774, 1179]
warehouse-title: ΑΠΟΘΗΚΗ — [1066, 542, 1256, 577]
column-6 — [1294, 59, 1539, 2332]
row-value: 93 50 — [230, 404, 263, 418]
paper-text: Είς γενικά είδη χάρτου. Χάρται τυπογραφικοί, περιτυλίγματος, σημειωματάρια, φάκελλοι, κασετίναι, και ακόμη άπαντα τα είδη γραφικής ύλης. Τιμαί συμφερώταται. — [1294, 456, 1539, 527]
warehouse-heading: ΦΑΡΜΑΚΕΥΤΙΚΩΝ ΦΙΑΛΙΔΙΩΝ — [1084, 579, 1239, 616]
horse-heads-illustration — [1303, 534, 1529, 642]
banks-title: ΜΕΤΟΧΑΙ ΤΡΑΠΕΖΩΝ — [76, 98, 218, 113]
job-text: Έμπορος συναλλάγματα—Δάνεια επί ενεχύρω και υποθήκη. Πληροφορίαι 46 οδός Σωκράτους. — [529, 1814, 774, 1857]
kapella-address: 19 Όδος Σταδίου 19 — [591, 532, 712, 547]
scale-address: ΟΔ. ΗΦΑΙΣΤΟΥ ΑΡΙΘ. 13 — [1294, 1023, 1539, 1046]
row-label: Τράπεζα Μυτιλήνης — [31, 210, 147, 224]
clinic-heading: ΤΩΝ ΑΦΡΟΔΙΣΙΩΝ ΚΑΙ ΔΕΡΜΑΤΙΚΩΝ — [786, 177, 1027, 192]
company-row — [29, 355, 265, 371]
article-paragraph: Πριν θανατωθή ό δολοφόνος του Μακ Κίνλεϋ, ό Τσόλγκοτς, έκαμε μακράν ομολογίαν ενώπιον των ιερέων, εις την οποίαν εξήγησε τα αίτια της πράξεώς του. Είπεν ότι ουδέποτε εμετανόησε και ότι έπραξε τούτο δια να εκδικηθή την κοινωνίαν, την οποίαν θεωρεί υπαιτίαν της δυστυχίας των εργατών. Κατά την εκτέλεσιν διετήρησε θαυμαστήν ψυχραιμίαν και απέθανεν ήσυχος, χωρίς να ζητήση έλεος. — [29, 1335, 265, 1562]
notice-text: Δηλώ, ότι την Μαιευτικήν και Γυναικολογικήν Κλινικήν του Μακαρίτου συζύγου μου κ. Λασκαρίδου διευθύνει ο Γυναικολόγος κ. Χ. Παπαναστασίου. Επισκέψεις 8—10 π.μ. και 2—4 μ.μ. Ή ΧΗΡΑ ΛΑΣΚΑΡΙΔΟΥ. — [784, 1135, 1029, 1222]
exchange-table — [29, 497, 265, 595]
shop-text: Έχει το αρτιστότατον τούτο κατάστημα πάσαν την ποικιλίαν βιβλίων, εικόνων και χαρτικών. Τιμαί ασυναγώνιστοι. — [1294, 1104, 1539, 1149]
kapella-address: 19 Όδος Σταδίου 19 — [591, 235, 712, 250]
clinic-sub: Λάρυγγος, ρινός, ώτων — [585, 753, 718, 767]
